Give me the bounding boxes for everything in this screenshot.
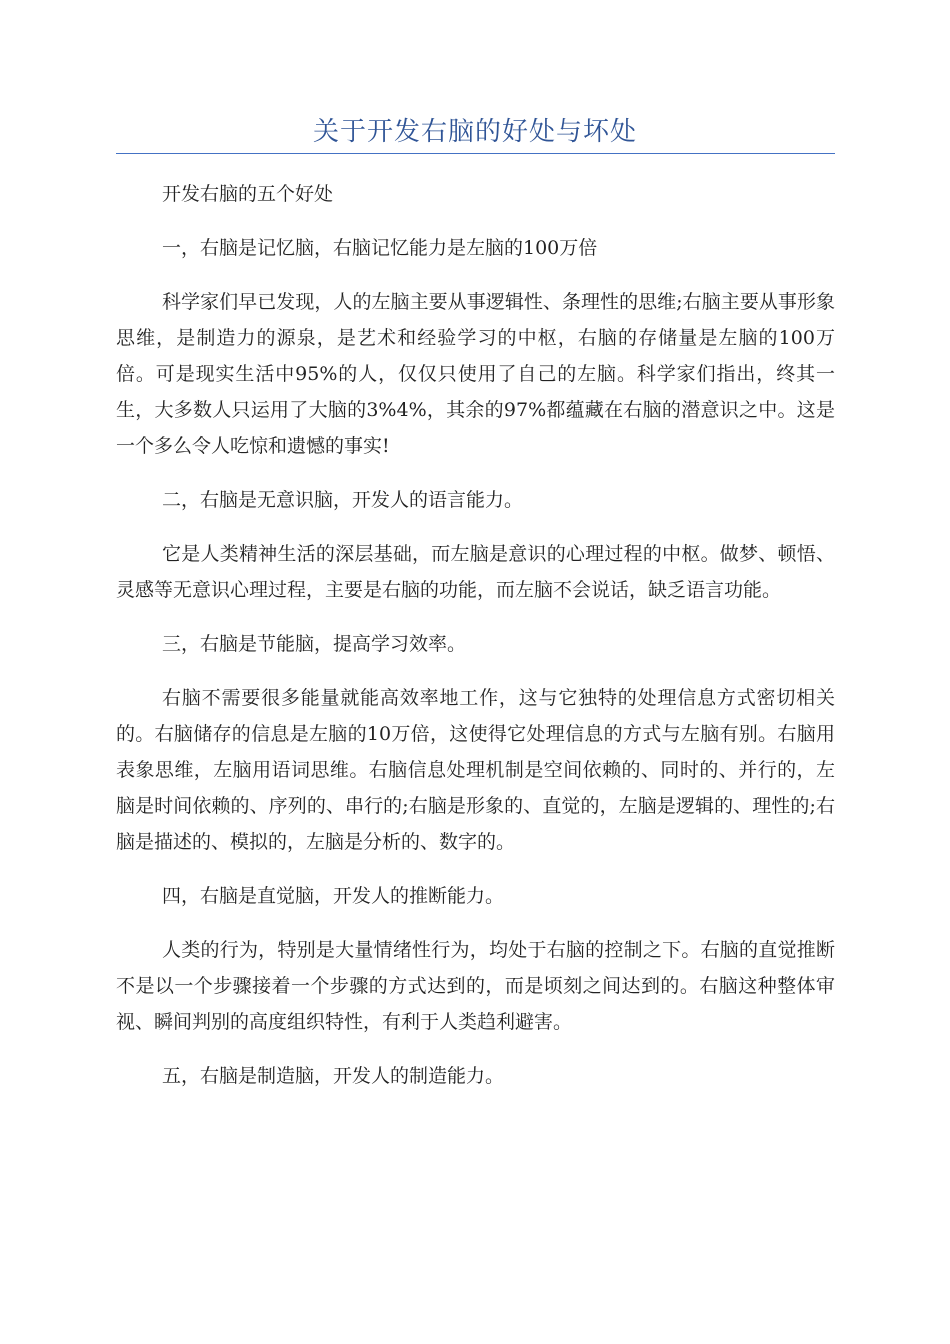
paragraph-3: 右脑不需要很多能量就能高效率地工作，这与它独特的处理信息方式密切相关的。右脑储存的信息是左脑的10万倍，这使得它处理信息的方式与左脑有别。右脑用表象思维，左脑用语词思维。右脑信息处理机制是空间依赖的、同时的、并行的，左脑是时间依赖的、序列的、串行的;右脑是形象的、直觉的，左脑是逻辑的、理性的;右脑是描述的、模拟的，左脑是分析的、数字的。 — [116, 687, 835, 853]
point-heading-4: 四，右脑是直觉脑，开发人的推断能力。 — [162, 885, 505, 907]
point-heading-2: 二，右脑是无意识脑，开发人的语言能力。 — [162, 489, 524, 511]
document-title: 关于开发右脑的好处与坏处 — [312, 117, 637, 147]
point-heading-3: 三，右脑是节能脑，提高学习效率。 — [162, 633, 467, 655]
document-body — [116, 176, 835, 1094]
section-heading: 开发右脑的五个好处 — [162, 183, 334, 205]
point-heading-5: 五，右脑是制造脑，开发人的制造能力。 — [162, 1065, 505, 1087]
paragraph-4: 人类的行为，特别是大量情绪性行为，均处于右脑的控制之下。右脑的直觉推断不是以一个步骤接着一个步骤的方式达到的，而是顷刻之间达到的。右脑这种整体审视、瞬间判别的高度组织特性，有利于人类趋利避害。 — [116, 939, 835, 1033]
paragraph-2: 它是人类精神生活的深层基础，而左脑是意识的心理过程的中枢。做梦、顿悟、灵感等无意识心理过程，主要是右脑的功能，而左脑不会说话，缺乏语言功能。 — [116, 543, 835, 601]
title-underline — [116, 153, 835, 154]
paragraph-1: 科学家们早已发现，人的左脑主要从事逻辑性、条理性的思维;右脑主要从事形象思维，是制造力的源泉，是艺术和经验学习的中枢，右脑的存储量是左脑的100万倍。可是现实生活中95%的人，仅仅只使用了自己的左脑。科学家们指出，终其一生，大多数人只运用了大脑的3%4%，其余的97%都蕴藏在右脑的潜意识之中。这是一个多么令人吃惊和遗憾的事实! — [116, 291, 835, 457]
point-heading-1: 一，右脑是记忆脑，右脑记忆能力是左脑的100万倍 — [162, 237, 598, 259]
